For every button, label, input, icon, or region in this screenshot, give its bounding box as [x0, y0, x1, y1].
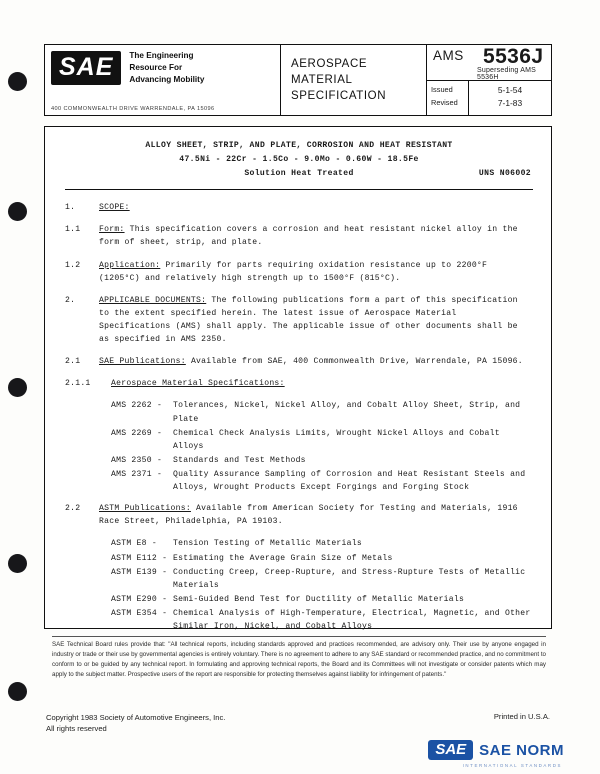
- legal-text: SAE Technical Board rules provide that: "All technical reports, including standards approved and practices recommended, are advisory only. Their use by anyone engaged in industry or trade or their use by governmental agencies is entirely voluntary. There is no agreement to adhere to any SAE standard or recommended practice, and no commitment to conform to or be guided by any technical report. In formulating and approving technical reports, the Board and its Committees will not investigate or consider patents which may apply to the subject matter. Prospective users of the report are responsible for protecting themselves against liability for infringement of patents.": [52, 641, 546, 679]
- ams-item-desc: Standards and Test Methods: [173, 455, 306, 465]
- section-ams-list-heading: [65, 377, 533, 390]
- astm-item-desc: Conducting Creep, Creep-Rupture, and Stress-Rupture Tests of Metallic Materials: [173, 567, 526, 590]
- section-scope: [65, 201, 533, 214]
- ams-label: AMS: [433, 48, 464, 63]
- specification-title: [65, 139, 533, 180]
- ams-number: 5536J: [483, 45, 544, 68]
- section-application: [65, 259, 533, 285]
- application-label: Application:: [99, 260, 161, 270]
- title-line-1: ALLOY SHEET, STRIP, AND PLATE, CORROSION AND HEAT RESISTANT: [145, 141, 453, 150]
- sae-pub-text: Available from SAE, 400 Commonwealth Drive, Warrendale, PA 15096.: [190, 357, 523, 367]
- section-astm-publications: [65, 502, 533, 528]
- astm-item-id: ASTM E112 -: [111, 553, 168, 563]
- astm-item-desc: Tension Testing of Metallic Materials: [173, 539, 362, 549]
- list-item: [111, 537, 533, 550]
- sae-address: 400 COMMONWEALTH DRIVE WARRENDALE, PA 15096: [51, 106, 215, 112]
- sae-logo: SAE: [51, 51, 121, 85]
- legal-divider: [52, 636, 546, 637]
- form-text: This specification covers a corrosion and heat resistant nickel alloy in the form of sheet, strip, and plate.: [99, 225, 518, 248]
- rights-text: All rights reserved: [46, 724, 107, 734]
- section-sae-publications: [65, 355, 533, 368]
- list-item: [111, 593, 533, 606]
- ams-list-title: Aerospace Material Specifications:: [111, 379, 285, 389]
- ams-item-desc: Tolerances, Nickel, Nickel Alloy, and Cobalt Alloy Sheet, Strip, and Plate: [173, 401, 521, 424]
- sae-norm-watermark: [428, 740, 564, 760]
- astm-item-id: ASTM E8 -: [111, 539, 157, 549]
- form-number: 1.1: [65, 225, 81, 235]
- applicable-title: APPLICABLE DOCUMENTS:: [99, 295, 207, 305]
- ams-list-number: 2.1.1: [65, 379, 91, 389]
- watermark-text: SAE NORM: [479, 741, 564, 759]
- section-applicable-documents: [65, 294, 533, 346]
- doc-type-line-2: MATERIAL: [291, 73, 353, 86]
- title-divider: [65, 189, 533, 190]
- watermark-badge: SAE: [428, 740, 473, 760]
- document-header: [44, 44, 552, 116]
- punch-hole-icon: [8, 554, 27, 573]
- date-values: [469, 81, 551, 115]
- sae-pub-label: SAE Publications:: [99, 357, 186, 367]
- sae-pub-number: 2.1: [65, 357, 81, 367]
- punch-hole-icon: [8, 378, 27, 397]
- printed-in-text: Printed in U.S.A.: [493, 712, 550, 721]
- issued-label: Issued: [431, 85, 453, 94]
- tagline-line-3: Advancing Mobility: [129, 74, 205, 84]
- astm-pub-number: 2.2: [65, 504, 81, 514]
- scope-title: SCOPE:: [99, 203, 130, 213]
- punch-hole-icon: [8, 72, 27, 91]
- punch-hole-icon: [8, 682, 27, 701]
- uns-designation: UNS N06002: [478, 168, 531, 178]
- watermark-subtext: INTERNATIONAL STANDARDS: [462, 763, 562, 768]
- revised-label: Revised: [431, 97, 458, 107]
- document-body: [44, 126, 552, 632]
- applicable-number: 2.: [65, 295, 76, 305]
- list-item: [111, 468, 533, 494]
- dates-row: [427, 81, 551, 115]
- header-logo-block: [45, 45, 281, 115]
- document-type-block: [281, 45, 427, 115]
- document-id-block: [427, 45, 551, 115]
- doc-type-line-1: AEROSPACE: [291, 57, 368, 70]
- sae-tagline: [129, 50, 204, 86]
- ams-item-id: AMS 2371 -: [111, 470, 163, 479]
- copyright-text: Copyright 1983 Society of Automotive Engineers, Inc.: [46, 713, 226, 722]
- ams-item-desc: Chemical Check Analysis Limits, Wrought Nickel Alloys and Cobalt Alloys: [173, 428, 500, 451]
- astm-item-desc: Estimating the Average Grain Size of Metals: [173, 553, 393, 563]
- list-item: [111, 427, 533, 453]
- astm-pub-label: ASTM Publications:: [99, 504, 191, 514]
- application-text: Primarily for parts requiring oxidation resistance up to 2200°F (1205°C) and relatively high strength up to 1500°F (815°C).: [99, 260, 488, 283]
- scope-number: 1.: [65, 203, 76, 213]
- legal-notice: [52, 636, 546, 680]
- astm-pub-text: Available from American Society for Testing and Materials, 1916 Race Street, Philadelphia, PA 19103.: [99, 504, 518, 527]
- ams-number-row: [427, 45, 551, 81]
- list-item: [111, 454, 533, 467]
- astm-item-desc: Semi-Guided Bend Test for Ductility of Metallic Materials: [173, 594, 465, 604]
- title-line-3: Solution Heat Treated: [244, 168, 354, 178]
- applicable-text: The following publications form a part of this specification to the extent specified herein. The latest issue of Aerospace Material Specifications (AMS) shall apply. The applicable issue of other documents shall be as specified in AMS 2350.: [99, 295, 518, 345]
- application-number: 1.2: [65, 260, 81, 270]
- date-labels: [427, 81, 469, 115]
- list-item: [111, 399, 533, 425]
- astm-item-id: ASTM E139 -: [111, 567, 168, 577]
- document-text: [65, 201, 533, 633]
- superseding-note: Superseding AMS 5536H: [477, 67, 537, 81]
- list-item: [111, 566, 533, 592]
- ams-item-id: AMS 2269 -: [111, 428, 163, 438]
- list-item: [111, 607, 533, 633]
- tagline-line-2: Resource For: [129, 62, 183, 72]
- copyright-block: [46, 712, 225, 735]
- astm-reference-list: [111, 537, 533, 633]
- punch-hole-icon: [8, 202, 27, 221]
- ams-reference-list: [111, 399, 533, 494]
- astm-item-id: ASTM E354 -: [111, 608, 168, 618]
- section-form: [65, 223, 533, 249]
- astm-item-id: ASTM E290 -: [111, 594, 168, 604]
- issued-date: 5-1-54: [497, 85, 523, 95]
- revised-date: 7-1-83: [497, 98, 523, 109]
- doc-type-line-3: SPECIFICATION: [291, 90, 387, 103]
- title-line-2: 47.5Ni - 22Cr - 1.5Co - 9.0Mo - 0.60W - 18.5Fe: [179, 154, 419, 164]
- ams-item-id: AMS 2350 -: [111, 455, 163, 465]
- tagline-line-1: The Engineering: [129, 51, 194, 60]
- list-item: [111, 552, 533, 565]
- form-label: Form:: [99, 225, 125, 235]
- astm-item-desc: Chemical Analysis of High-Temperature, Electrical, Magnetic, and Other Similar Iron, Nickel, and Cobalt Alloys: [173, 608, 531, 632]
- ams-item-id: AMS 2262 -: [111, 401, 163, 411]
- ams-item-desc: Quality Assurance Sampling of Corrosion and Heat Resistant Steels and Alloys, Wrought Products Except Forgings and Forging Stock: [173, 470, 526, 493]
